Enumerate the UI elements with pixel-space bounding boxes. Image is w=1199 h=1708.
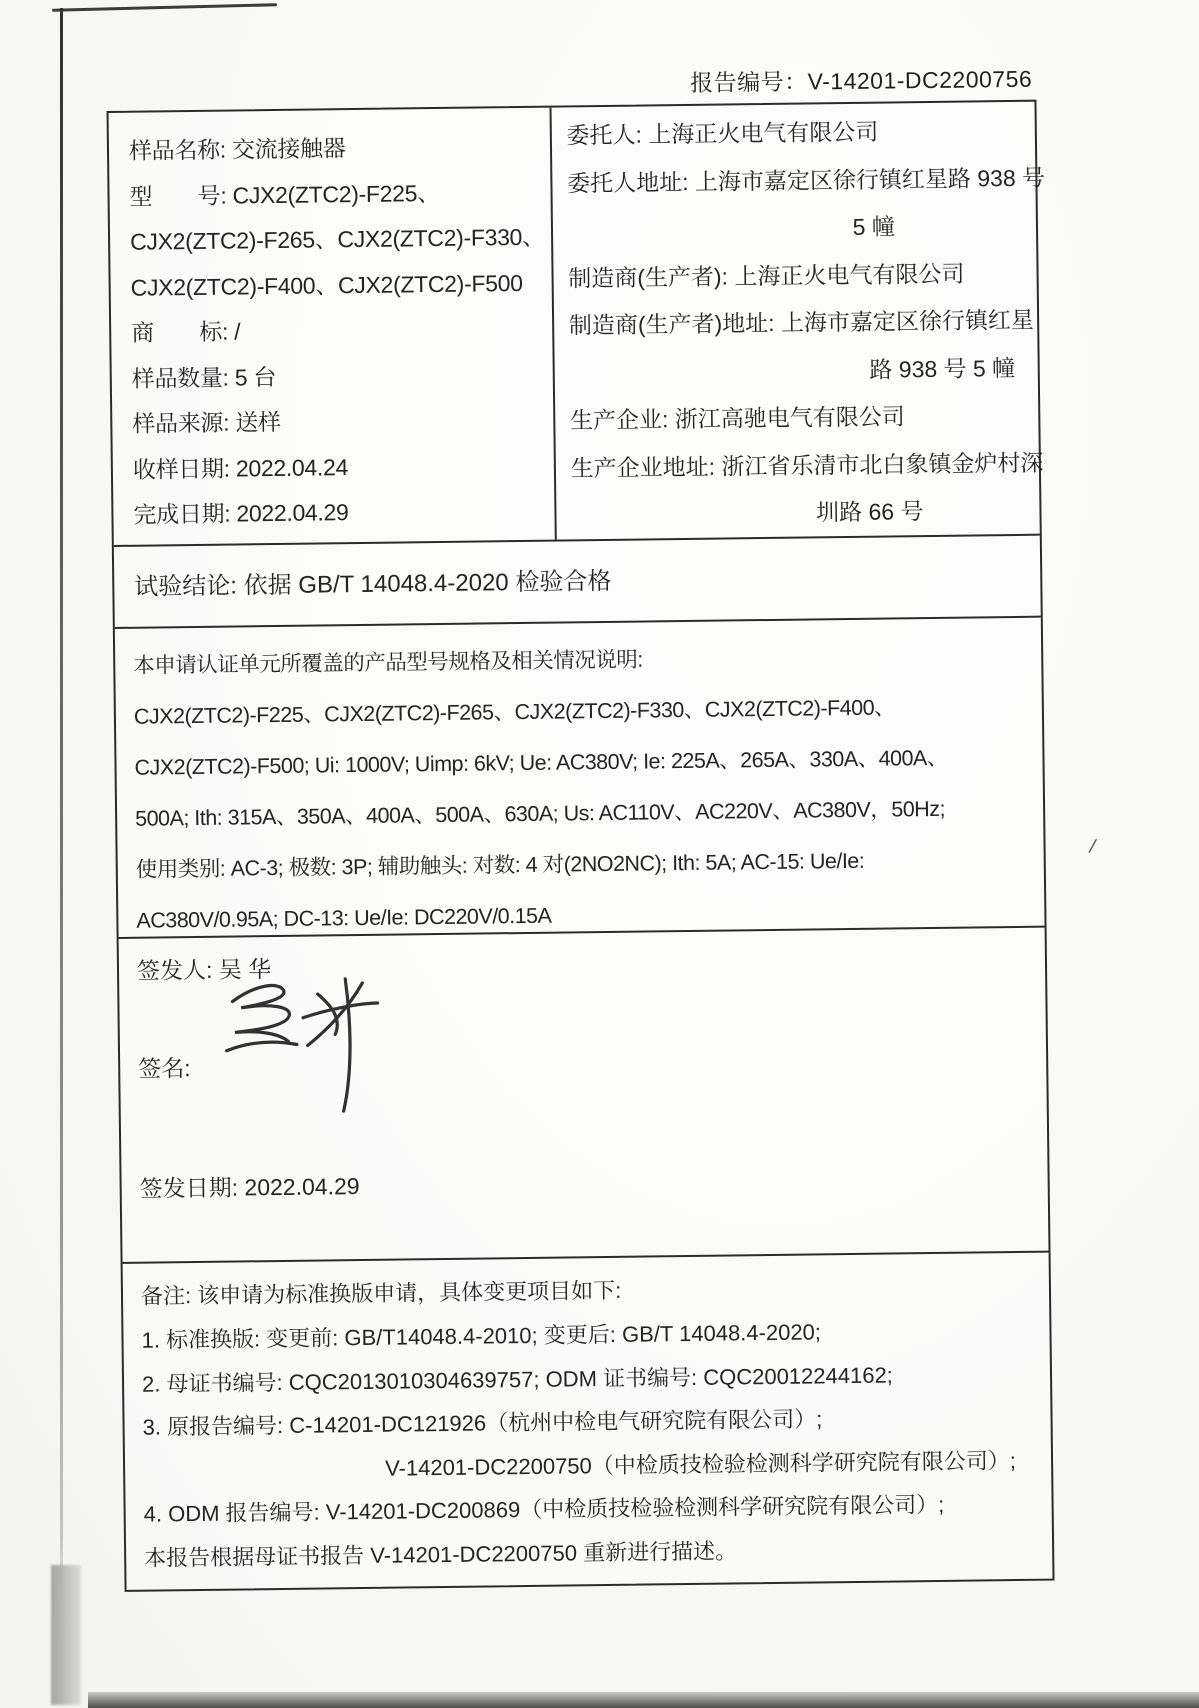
remark-item-3-continued: V-14201-DC2200750（中检质技检验检测科学研究院有限公司）;: [384, 1447, 1017, 1481]
manufacturer-line: 制造商(生产者): 上海正火电气有限公司: [568, 260, 965, 291]
info-row: [109, 102, 1046, 545]
quantity-line: 样品数量: 5 台: [131, 363, 277, 392]
producer-address-line: 生产企业地址: 浙江省乐清市北白象镇金炉村深: [570, 449, 1044, 481]
remarks-row: [123, 1251, 1053, 1590]
remarks-footnote: 本报告根据母证书报告 V-14201-DC2200750 重新进行描述。: [144, 1537, 738, 1571]
sample-name-line: 样品名称: 交流接触器: [128, 135, 346, 164]
client-address-line-2: 5 幢: [852, 213, 896, 240]
producer-line: 生产企业: 浙江高驰电气有限公司: [569, 403, 905, 434]
coverage-line-1: CJX2(ZTC2)-F225、CJX2(ZTC2)-F265、CJX2(ZTC2)-F330、CJX2(ZTC2)-F400、: [133, 695, 896, 729]
signoff-row: [119, 926, 1049, 1262]
producer-address-line-2: 圳路 66 号: [815, 498, 924, 526]
model-line-2: CJX2(ZTC2)-F265、CJX2(ZTC2)-F330、: [129, 223, 545, 255]
remark-item-1: 1. 标准换版: 变更前: GB/T14048.4-2010; 变更后: GB/T 14048.4-2020;: [141, 1319, 822, 1353]
client-address-line: 委托人地址: 上海市嘉定区徐行镇红星路 938 号: [566, 164, 1046, 196]
client-info-cell: [551, 102, 1053, 540]
scan-stray-mark: /: [1087, 835, 1098, 859]
remarks-title: 备注: 该申请为标准换版申请，具体变更项目如下:: [140, 1277, 622, 1309]
remark-item-4: 4. ODM 报告编号: V-14201-DC200869（中检质技检验检测科学研究院有限公司）;: [143, 1491, 945, 1527]
report-table: [107, 100, 1055, 1592]
coverage-line-3: 500A; Ith: 315A、350A、400A、500A、630A; Us: AC110V、AC220V、AC380V，50Hz;: [135, 796, 946, 831]
coverage-title: 本申请认证单元所覆盖的产品型号规格及相关情况说明:: [133, 647, 643, 678]
trademark-line: 商 标: /: [131, 318, 241, 346]
model-line: 型 号: CJX2(ZTC2)-F225、: [129, 179, 441, 210]
test-conclusion: 试验结论: 依据 GB/T 14048.4-2020 检验合格: [134, 567, 612, 601]
report-number: [106, 61, 1032, 105]
sample-info-cell: [109, 108, 557, 545]
sample-source-line: 样品来源: 送样: [132, 408, 281, 437]
client-line: 委托人: 上海正火电气有限公司: [566, 118, 879, 149]
coverage-row: [115, 616, 1045, 937]
coverage-line-4: 使用类别: AC-3; 极数: 3P; 辅助触头: 对数: 4 对(2NO2NC); Ith: 5A; AC-15: Ue/Ie:: [135, 848, 865, 882]
coverage-line-5: AC380V/0.95A; DC-13: Ue/Ie: DC220V/0.15A: [136, 903, 552, 933]
report-number-value: V-14201-DC2200756: [807, 65, 1033, 95]
conclusion-row: [114, 534, 1041, 627]
report-number-label: 报告编号：: [689, 68, 808, 96]
handwritten-signature: [211, 968, 398, 1130]
model-line-3: CJX2(ZTC2)-F400、CJX2(ZTC2)-F500: [130, 269, 523, 301]
receive-date-line: 收样日期: 2022.04.24: [132, 453, 349, 483]
remark-item-2: 2. 母证书编号: CQC2013010304639757; ODM 证书编号: CQC20012244162;: [141, 1362, 893, 1397]
remark-item-3: 3. 原报告编号: C-14201-DC121926（杭州中检电气研究院有限公司）;: [142, 1406, 823, 1440]
manufacturer-address-line: 制造商(生产者)地址: 上海市嘉定区徐行镇红星: [568, 306, 1035, 339]
signature-label: 签名:: [138, 1055, 191, 1082]
complete-date-line: 完成日期: 2022.04.29: [133, 499, 349, 528]
manufacturer-address-line-2: 路 938 号 5 幢: [869, 354, 1016, 383]
coverage-line-2: CJX2(ZTC2)-F500; Ui: 1000V; Uimp: 6kV; Ue: AC380V; Ie: 225A、265A、330A、400A、: [134, 745, 948, 780]
issue-date-line: 签发日期: 2022.04.29: [139, 1173, 360, 1202]
issuer-line: 签发人: 吴 华: [136, 956, 272, 984]
